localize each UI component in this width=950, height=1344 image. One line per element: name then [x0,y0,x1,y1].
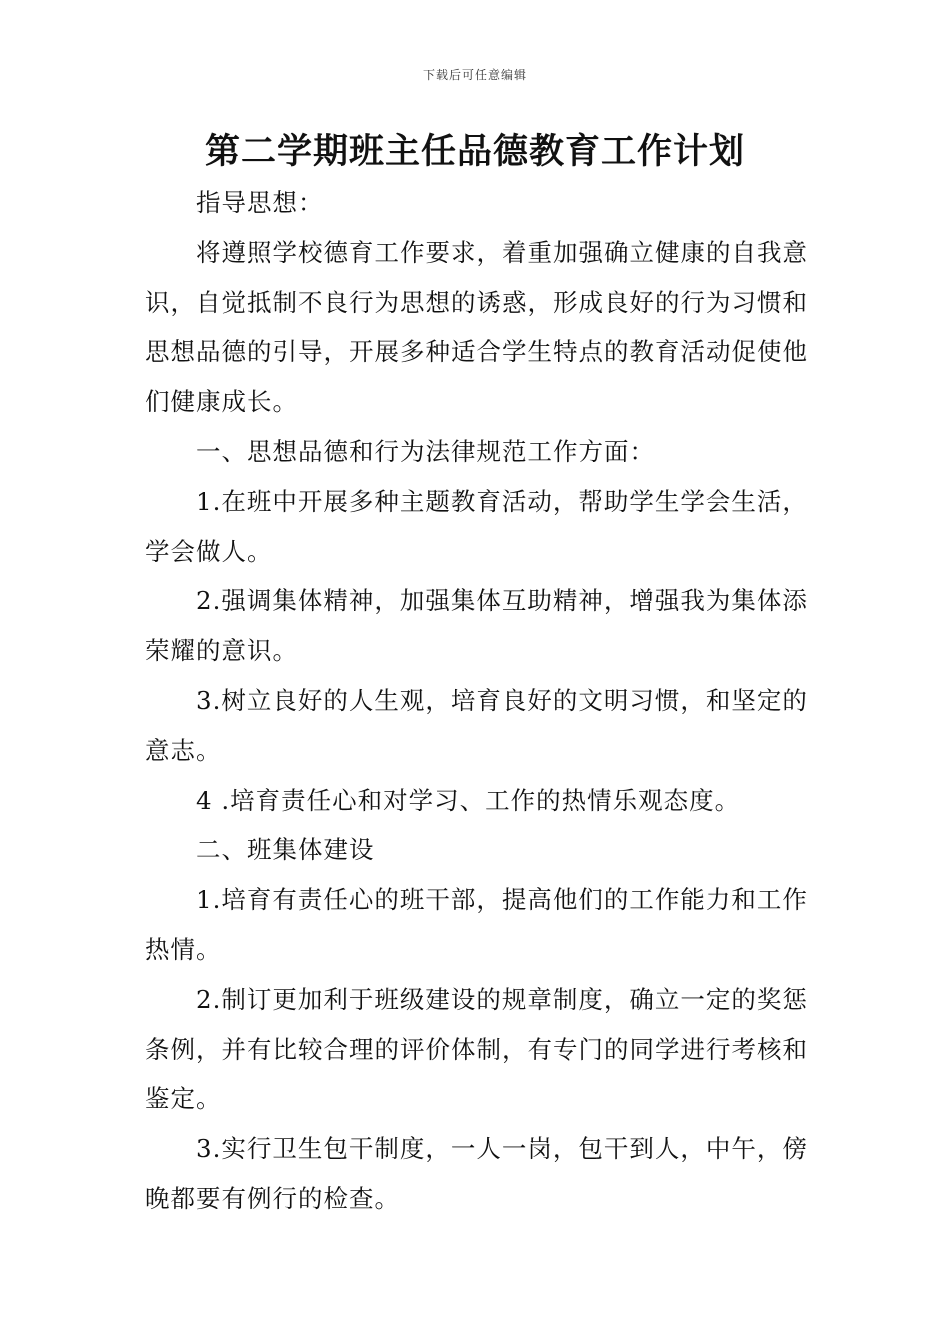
list-item-moral-1: 1.在班中开展多种主题教育活动，帮助学生学会生活，学会做人。 [145,486,808,566]
list-item-class-1: 1.培育有责任心的班干部，提高他们的工作能力和工作热情。 [145,885,808,964]
list-item-moral-4: 4 .培育责任心和对学习、工作的热情乐观态度。 [196,785,741,815]
section-heading-class-building: 二、班集体建设 [196,835,375,865]
paragraph-guiding-thought: 将遵照学校德育工作要求，着重加强确立健康的自我意识，自觉抵制不良行为思想的诱惑，形成良好的行为习惯和思想品德的引导，开展多种适合学生特点的教育活动促使他们健康成长。 [145,237,808,417]
page-title: 第二学期班主任品德教育工作计划 [204,132,745,172]
list-item-class-3: 3.实行卫生包干制度，一人一岗，包干到人，中午，傍晚都要有例行的检查。 [145,1134,808,1213]
section-heading-moral-conduct: 一、思想品德和行为法律规范工作方面： [196,436,655,466]
list-item-class-2: 2.制订更加利于班级建设的规章制度，确立一定的奖惩条例，并有比较合理的评价体制，有专门的同学进行考核和鉴定。 [145,984,808,1114]
document-body [145,178,813,1224]
list-item-moral-3: 3.树立良好的人生观，培育良好的文明习惯，和坚定的意志。 [145,685,808,765]
list-item-moral-2: 2.强调集体精神，加强集体互助精神，增强我为集体添荣耀的意识。 [145,586,808,666]
header-note: 下载后可任意编辑 [422,68,527,82]
paragraph-guiding-thought-heading: 指导思想： [196,188,324,217]
